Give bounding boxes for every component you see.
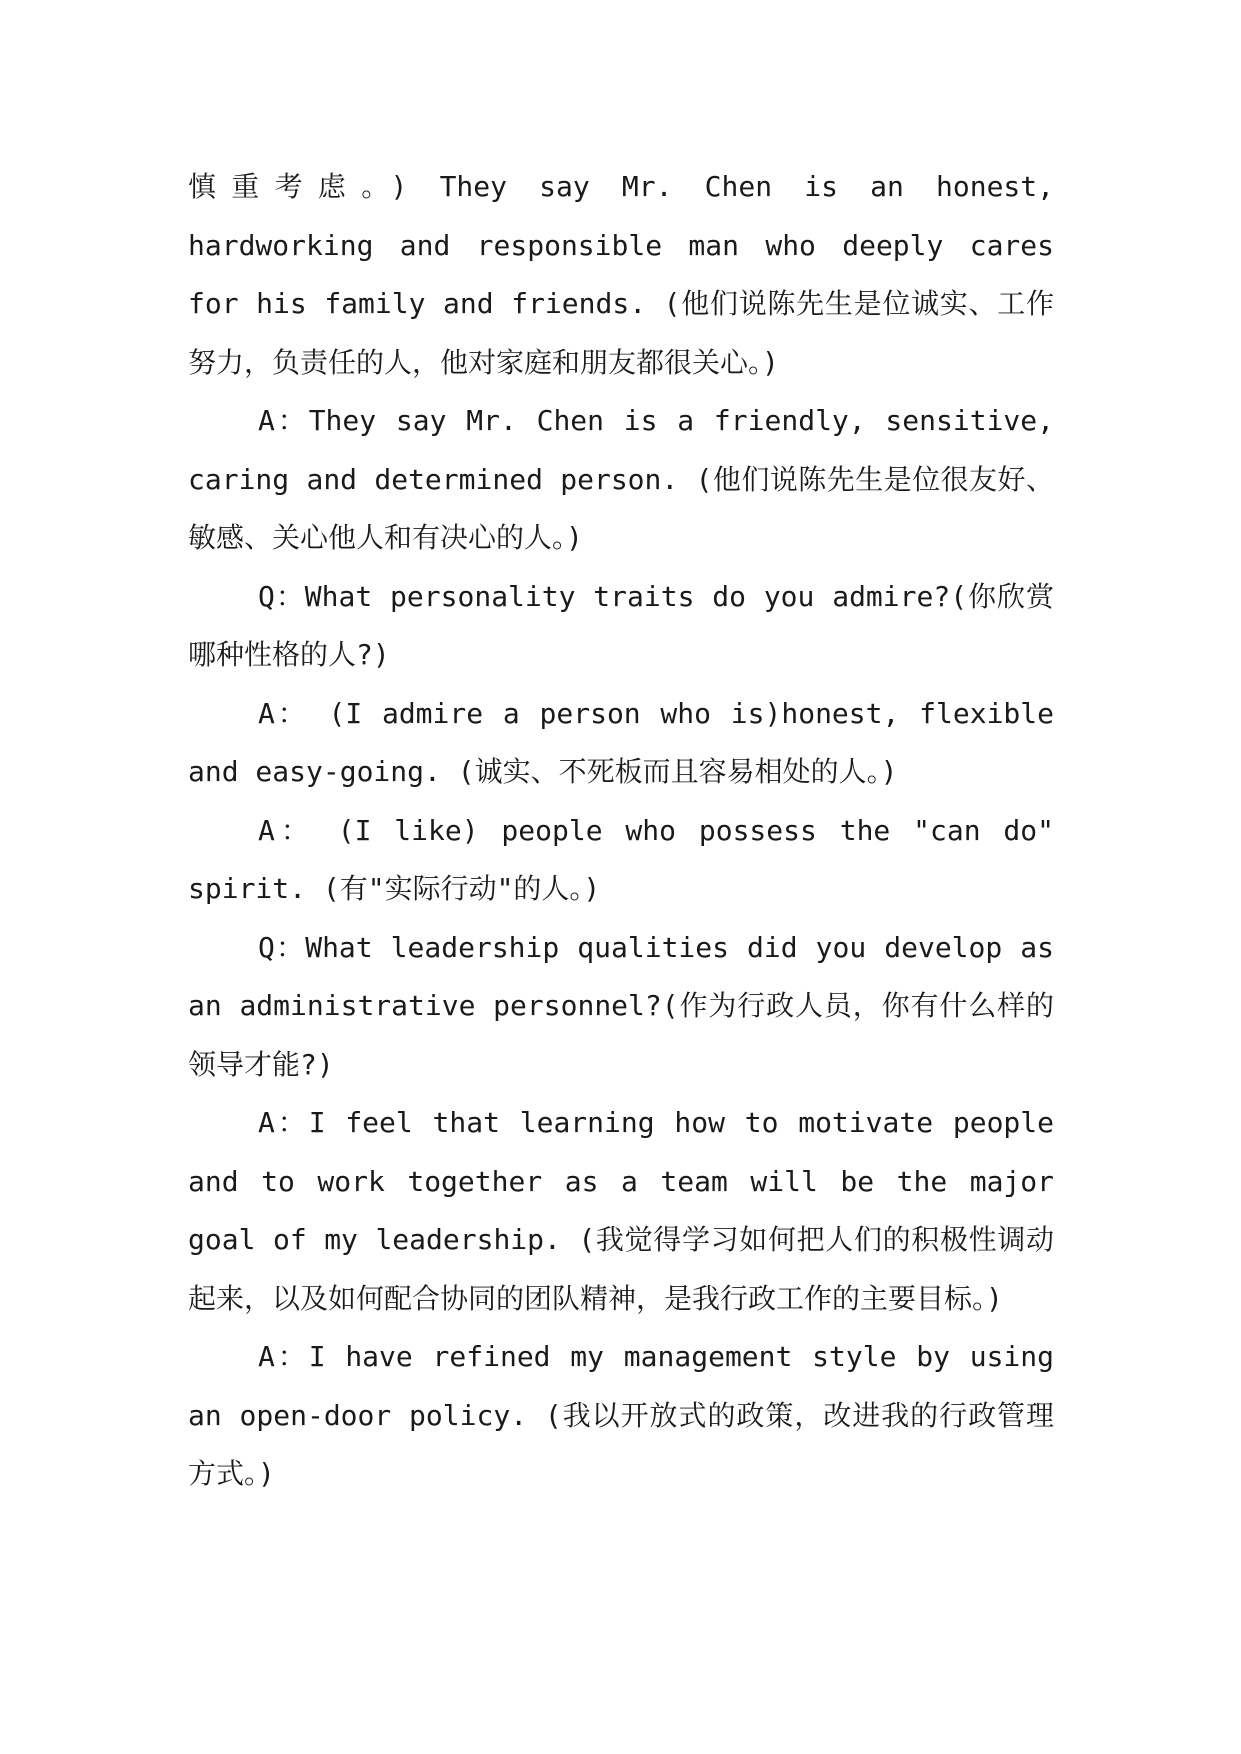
paragraph-answer-3: A： (I like) people who possess the "can do" spirit. (有"实际行动"的人。) (188, 813, 1054, 905)
paragraph-question-2: Q：What leadership qualities did you develop as an administrative personnel?(作为行政人员，你有什么样的领导才能?) (188, 930, 1054, 1081)
paragraph-answer-4: A：I feel that learning how to motivate people and to work together as a team will be the major goal of my leadership. (我觉得学习如何把人们的积极性调动起来，以及如何配合协同的团队精神，是我行政工作的主要目标。) (188, 1106, 1054, 1315)
paragraph-answer-1: A：They say Mr. Chen is a friendly, sensitive, caring and determined person. (他们说陈先生是位很友好、敏感、关心他人和有决心的人。) (188, 404, 1054, 554)
document-page (188, 158, 1054, 1504)
paragraph-answer-2: A： (I admire a person who is)honest, flexible and easy-going. (诚实、不死板而且容易相处的人。) (188, 696, 1054, 788)
paragraph-answer-5: A：I have refined my management style by using an open-door policy. (我以开放式的政策，改进我的行政管理方式。) (188, 1340, 1054, 1490)
paragraph-question-1: Q：What personality traits do you admire?(你欣赏哪种性格的人?) (188, 579, 1054, 671)
paragraph-continuation: 慎重考虑。) They say Mr. Chen is an honest, hardworking and responsible man who deeply cares for his family and friends. (他们说陈先生是位诚实、工作努力，负责任的人，他对家庭和朋友都很关心。) (188, 170, 1054, 379)
